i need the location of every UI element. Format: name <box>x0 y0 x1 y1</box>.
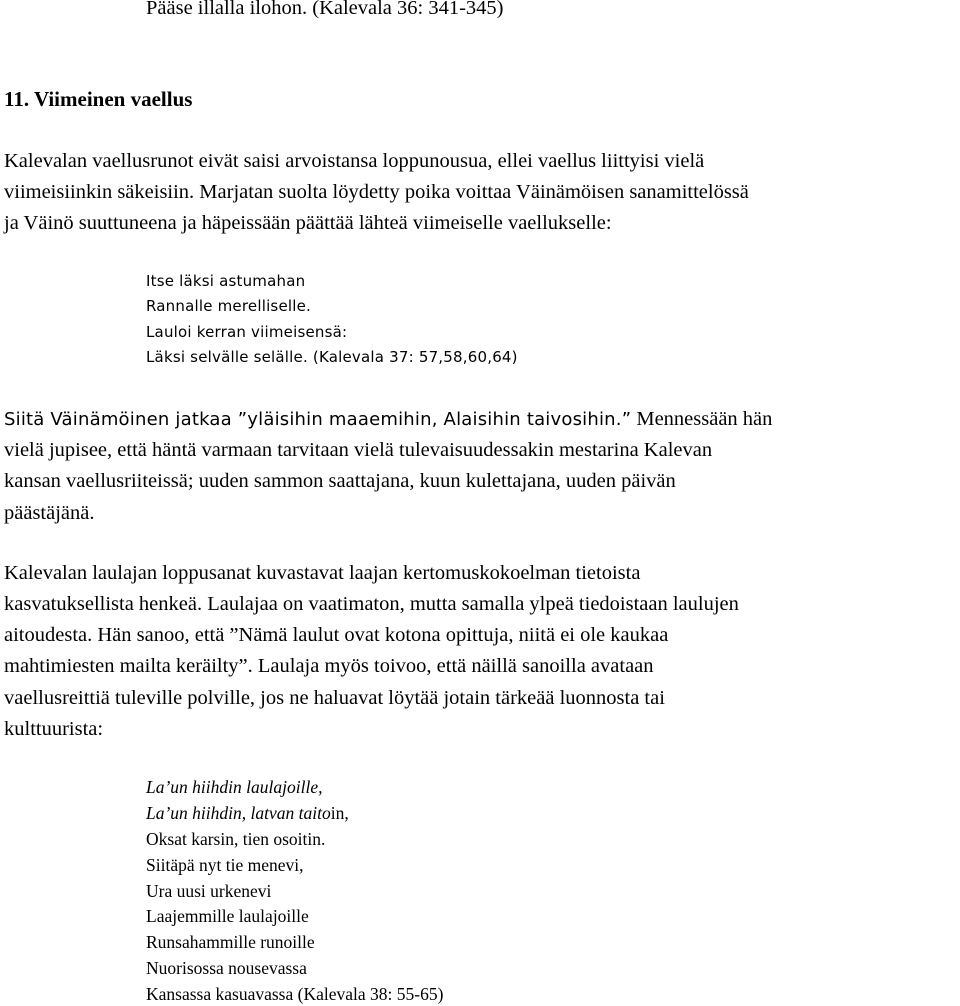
quote1-line4 <box>146 347 518 367</box>
quote2-line4: Siitäpä nyt tie menevi, <box>146 855 304 875</box>
quote2-last-line: Kansassa kasuavassa <box>146 984 294 1004</box>
quote1-last-line: Läksi selvälle selälle. <box>146 348 308 366</box>
quote2-line2 <box>146 802 349 824</box>
quote1-line2: Rannalle merelliselle. <box>146 297 312 315</box>
quote2-line3: Oksat karsin, tien osoitin. <box>146 829 326 849</box>
paragraph3-line6: kulttuurista: <box>4 718 104 740</box>
paragraph3-line4: mahtimiesten mailta keräilty”. Laulaja myös toivoo, että näillä sanoilla avataan <box>4 655 654 677</box>
paragraph2-sans-part: Siitä Väinämöinen jatkaa ”yläisihin maaemihin, Alaisihin taivosihin.” <box>4 409 632 430</box>
quote2-line6: Laajemmille laulajoille <box>146 906 309 926</box>
quote1-citation: (Kalevala 37: 57,58,60,64) <box>312 348 518 366</box>
paragraph2-line2: vielä jupisee, että häntä varmaan tarvitaan vielä tulevaisuudessakin mestarina Kalevan <box>4 439 713 461</box>
paragraph3-line2: kasvatuksellista henkeä. Laulajaa on vaatimaton, mutta samalla ylpeä tiedoistaan laulujen <box>4 593 739 615</box>
quote2-line2-italic: La’un hiihdin, latvan taito <box>146 803 331 823</box>
paragraph1-line1: Kalevalan vaellusrunot eivät saisi arvoistansa loppunousua, ellei vaellus liittyisi vielä <box>4 150 705 172</box>
paragraph1-line3: ja Väinö suuttuneena ja häpeissään päättää lähteä viimeiselle vaellukselle: <box>4 212 612 234</box>
quote2-line8: Nuorisossa nousevassa <box>146 958 307 978</box>
paragraph2-line1 <box>4 407 772 432</box>
paragraph2-line3: kansan vaellusriiteissä; uuden sammon saattajana, kuun kulettajana, uuden päivän <box>4 470 676 492</box>
quote1-line3: Lauloi kerran viimeisensä: <box>146 323 348 341</box>
top-fragment-line: Pääse illalla ilohon. (Kalevala 36: 341-345) <box>146 0 504 19</box>
quote1-line1: Itse läksi astumahan <box>146 272 306 290</box>
paragraph1-line2: viimeisiinkin säkeisiin. Marjatan suolta löydetty poika voittaa Väinämöisen sanamittelössä <box>4 181 749 203</box>
quote2-line7: Runsahammille runoille <box>146 932 315 952</box>
quote2-citation: (Kalevala 38: 55-65) <box>297 984 444 1004</box>
quote2-line2-tail: in, <box>330 803 349 823</box>
paragraph2-serif-part: Mennessään hän <box>631 408 773 430</box>
quote2-line1: La’un hiihdin laulajoille, <box>146 777 323 797</box>
paragraph2-line4: päästäjänä. <box>4 502 95 524</box>
paragraph3-line3: aitoudesta. Hän sanoo, että ”Nämä laulut ovat kotona opittuja, niitä ei ole kaukaa <box>4 624 669 646</box>
section-heading: 11. Viimeinen vaellus <box>4 87 193 111</box>
quote2-line5: Ura uusi urkenevi <box>146 881 272 901</box>
paragraph3-line5: vaellusreittiä tuleville polville, jos ne haluavat löytää jotain tärkeää luonnosta tai <box>4 687 665 709</box>
paragraph3-line1: Kalevalan laulajan loppusanat kuvastavat laajan kertomuskokoelman tietoista <box>4 562 641 584</box>
quote2-line9 <box>146 983 443 1005</box>
